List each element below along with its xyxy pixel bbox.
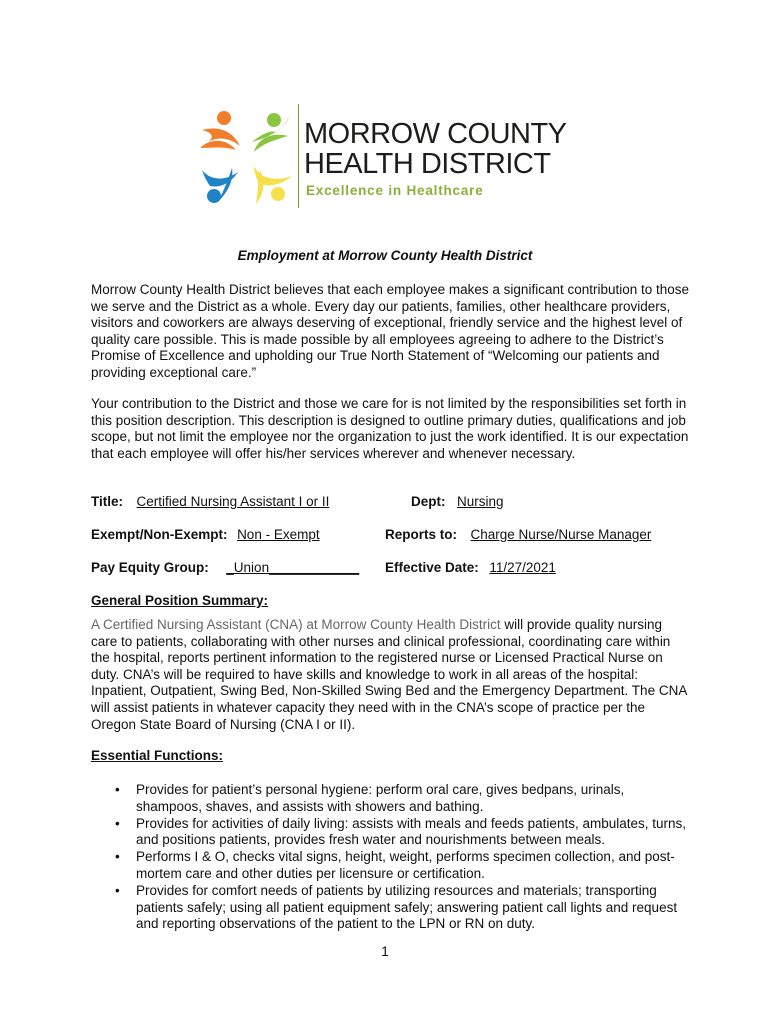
logo-divider <box>298 104 299 208</box>
title-label: Title: <box>91 494 124 509</box>
list-item-text: Provides for activities of daily living: assists with meals and feeds patients, ambulates, turns, and positions patients, provides fresh water and nourishments between meals. <box>136 815 686 848</box>
pay-equity-field <box>91 560 359 575</box>
exempt-field <box>91 527 320 542</box>
district-logo <box>196 104 586 214</box>
dept-label: Dept: <box>411 494 446 509</box>
logo-tagline: Excellence in Healthcare <box>306 183 484 198</box>
bullet-icon: • <box>115 882 120 898</box>
summary-text: will provide quality nursing care to patients, collaborating with other nurses and clinical professional, coordinating care within the hospital, reports pertinent information to the registered nurse or Licensed Practical Nurse on duty. CNA’s will be required to have skills and knowledge to work in all areas of the hospital: Inpatient, Outpatient, Swing Bed, Non-Skilled Swing Bed and the Emergency Department. The CNA will assist patients in whatever capacity they need with in the CNA’s scope of practice per the Oregon State Board of Nursing (CNA I or II). <box>91 617 687 732</box>
essential-functions-list <box>91 782 691 933</box>
exempt-value: Non - Exempt <box>237 527 320 542</box>
effective-date-label: Effective Date: <box>385 560 479 575</box>
pay-equity-value: _Union____________ <box>226 560 360 575</box>
essential-functions-heading: Essential Functions: <box>91 748 224 763</box>
dept-value: Nursing <box>457 494 504 509</box>
list-item <box>91 816 691 850</box>
logo-line-2: HEALTH DISTRICT <box>304 148 551 180</box>
people-emblem-icon <box>196 108 296 208</box>
reports-to-field <box>385 527 651 542</box>
reports-to-value: Charge Nurse/Nurse Manager <box>470 527 652 542</box>
list-item-text: Performs I & O, checks vital signs, height, weight, performs specimen collection, and post-mortem care and other duties per licensure or certification. <box>136 849 675 881</box>
list-item <box>91 883 691 933</box>
dept-field <box>411 494 504 509</box>
effective-date-value: 11/27/2021 <box>489 560 556 575</box>
list-item-text: Provides for comfort needs of patients by utilizing resources and materials; transporting patients safely; using all patient equipment safely; answering patient call lights and request and reporting observations of the patient to the LPN or RN on duty. <box>136 882 678 932</box>
reports-to-label: Reports to: <box>385 527 457 542</box>
exempt-label: Exempt/Non-Exempt: <box>91 527 228 542</box>
summary-heading: General Position Summary: <box>91 593 269 608</box>
summary-paragraph <box>91 617 691 733</box>
bullet-icon: • <box>115 849 120 865</box>
title-value: Certified Nursing Assistant I or II <box>136 494 330 509</box>
list-item <box>91 782 691 816</box>
document-title: Employment at Morrow County Health District <box>237 248 533 263</box>
intro-paragraph-2: Your contribution to the District and those we care for is not limited by the responsibilities set forth in this position description. This description is designed to outline primary duties, qualifications and job scope, but not limit the employee nor the organization to just the work identified. It is our expectation that each employee will offer his/her services wherever and whenever necessary. <box>91 396 689 461</box>
title-field <box>91 494 329 509</box>
bullet-icon: • <box>115 815 120 831</box>
intro-paragraph-1: Morrow County Health District believes that each employee makes a significant contribution to those we serve and the District as a whole. Every day our patients, families, other healthcare providers, visitors and coworkers are always deserving of exceptional, friendly service and the highest level of quality care possible. This is made possible by all employees agreeing to adhere to the District’s Promise of Excellence and upholding our True North Statement of “Welcoming our patients and providing exceptional care.” <box>91 282 690 380</box>
pay-equity-label: Pay Equity Group: <box>91 560 209 575</box>
list-item <box>91 849 691 883</box>
list-item-text: Provides for patient’s personal hygiene: perform oral care, gives bedpans, urinals, shampoos, shaves, and assists with showers and bathing. <box>136 782 625 814</box>
bullet-icon: • <box>115 782 120 797</box>
logo-line-1: MORROW COUNTY <box>304 118 567 150</box>
summary-lead: A Certified Nursing Assistant (CNA) at Morrow County Health District <box>91 617 501 632</box>
effective-date-field <box>385 560 556 575</box>
page-number: 1 <box>381 943 389 959</box>
